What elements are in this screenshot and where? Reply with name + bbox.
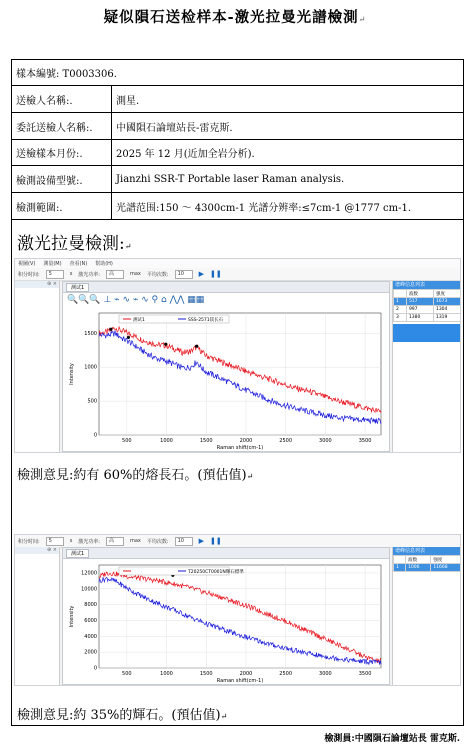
integration-label: 积分时间: (18, 538, 40, 545)
report-table (11, 59, 464, 726)
chart-toolbar-icons[interactable]: 🔍🔍🔍 ⊥ ⌁ ∿ ⌁ ∿ ⚲ ⌂ ⋀⋀ ▦▦ (67, 295, 205, 305)
left-pane (15, 281, 60, 453)
x-axis-label: Raman shift(cm-1) (216, 678, 264, 684)
x-tick-label: 1500 (199, 671, 213, 677)
peak-panel-1 (392, 281, 461, 453)
peak-header: 波数 (406, 290, 433, 298)
unit-select[interactable]: s (69, 538, 73, 544)
peak-header (394, 290, 407, 298)
avg-label: 平均次数: (146, 271, 169, 278)
x-tick-label: 500 (122, 438, 132, 444)
peak-cell: 517 (406, 298, 433, 306)
plot-area (99, 313, 381, 435)
sender-value: 測星. (116, 95, 140, 107)
opinion-1: 檢測意見:約有 60%的熔長石。(預估值)↵ (17, 468, 254, 483)
date-value: 2025 年 12 月(近加全岩分析). (116, 149, 255, 160)
laser-label: 激光功率: (78, 271, 100, 278)
legend-label: SSS-2571镁长石 (188, 318, 224, 323)
legend-label: 测试1 (133, 318, 145, 323)
device-row (12, 166, 463, 193)
peak-marker (195, 345, 198, 348)
client-value: 中國隕石論壇站長-雷克斯. (116, 122, 233, 134)
plot-area (99, 565, 381, 668)
avg-label: 平均次数: (146, 538, 169, 545)
x-tick-label: 3000 (319, 671, 332, 677)
x-tick-label: 1000 (160, 671, 173, 677)
range-value: 光譜范围:150 ～ 4300cm-1 光譜分辨率:≤7cm-1 @1777 cm-1. (116, 202, 412, 214)
unit-select[interactable]: s (69, 271, 73, 277)
y-tick-label: 2000 (84, 649, 97, 656)
spectrum-chart-2 (65, 559, 387, 684)
integration-input[interactable]: 5 (46, 270, 64, 279)
sender-label: 送檢人名稱:. (12, 86, 112, 112)
pin-icon[interactable]: ⊕ × (15, 547, 59, 554)
y-tick-label: 500 (87, 398, 97, 405)
left-pane-2 (15, 547, 60, 686)
tab-test1[interactable]: 测试1 (66, 283, 89, 292)
mode-select[interactable]: max (129, 538, 141, 544)
sender-row (12, 86, 463, 113)
play-icon[interactable]: ▶ (198, 270, 204, 278)
peak-cell: 1380 (406, 314, 433, 322)
laser-label: 激光功率: (78, 538, 100, 545)
peak-row[interactable] (394, 306, 461, 314)
x-tick-label: 500 (122, 671, 132, 677)
peak-row[interactable] (394, 314, 461, 322)
pin-icon[interactable]: ⊕ × (15, 281, 59, 288)
peak-panel-title: 谱峰信息列表 (393, 281, 461, 289)
peak-table (393, 555, 461, 572)
peak-row[interactable] (394, 298, 461, 306)
spectrum-view (62, 281, 390, 452)
sample-id: 樣本編號: T0003306. (16, 69, 117, 80)
y-tick-label: 1000 (84, 364, 97, 371)
x-tick-label: 3500 (358, 438, 372, 444)
legend-label: T20250CT0001N輝石標準 (188, 570, 244, 575)
mode-select[interactable]: max (129, 271, 141, 277)
y-axis-label: Intensity (69, 605, 75, 628)
x-tick-label: 2500 (279, 671, 293, 677)
peak-cell: 1 (394, 298, 407, 306)
device-value: Jianzhi SSR-T Portable laser Raman analysis. (116, 173, 345, 185)
x-tick-label: 2000 (239, 671, 253, 677)
peak-cell: 1006 (406, 564, 431, 572)
integration-input[interactable]: 5 (46, 537, 64, 546)
y-tick-label: 12000 (81, 570, 97, 577)
inspector-signature: 檢測員:中國隕石論壇站長 雷克斯. (324, 734, 460, 744)
y-tick-label: 0 (93, 432, 97, 439)
acquisition-toolbar (15, 268, 460, 281)
x-axis-label: Raman shift(cm-1) (216, 445, 264, 451)
avg-input[interactable]: 10 (175, 537, 193, 546)
peak-header: 强度 (433, 290, 460, 298)
peak-table (393, 289, 461, 322)
pause-icon[interactable]: ❚❚ (209, 537, 222, 545)
raman-section-heading: 激光拉曼檢測:↵ (17, 234, 132, 254)
x-tick-label: 2500 (279, 438, 293, 444)
x-tick-label: 2000 (239, 438, 253, 444)
peak-cell: 1319 (433, 314, 460, 322)
sample-id-row (12, 60, 463, 86)
peak-cell: 3 (394, 314, 407, 322)
peak-cell: 11668 (431, 564, 461, 572)
tab-test1[interactable]: 测试1 (66, 549, 89, 558)
range-label: 檢測範圍:. (12, 193, 112, 219)
selection-bar (393, 324, 461, 342)
peak-header: 强度 (431, 556, 461, 564)
laser-select[interactable]: 高 (106, 270, 124, 279)
client-row (12, 113, 463, 140)
x-tick-label: 1500 (199, 438, 213, 444)
software-screenshot-2 (14, 534, 461, 686)
software-screenshot-1 (14, 258, 461, 453)
y-tick-label: 4000 (84, 633, 97, 640)
y-tick-label: 8000 (84, 602, 97, 609)
peak-marker (109, 328, 112, 331)
laser-select[interactable]: 高 (106, 537, 124, 546)
peak-cell: 997 (406, 306, 433, 314)
y-tick-label: 1500 (84, 330, 97, 337)
play-icon[interactable]: ▶ (198, 537, 204, 545)
peak-panel-2 (392, 547, 461, 686)
peak-panel-title: 谱峰信息列表 (393, 547, 461, 555)
menu-view[interactable]: 視圖(V) (18, 261, 36, 267)
avg-input[interactable]: 10 (175, 270, 193, 279)
peak-cell: 1 (394, 564, 406, 572)
peak-row[interactable] (394, 564, 461, 572)
peak-marker (127, 336, 130, 339)
peak-cell: 2 (394, 306, 407, 314)
integration-label: 积分时间: (18, 271, 40, 278)
x-tick-label: 3500 (358, 671, 372, 677)
y-tick-label: 10000 (81, 586, 97, 593)
peak-header (394, 556, 406, 564)
y-tick-label: 6000 (84, 617, 97, 624)
x-tick-label: 3000 (319, 438, 332, 444)
menu-bar (15, 259, 460, 268)
x-tick-label: 1000 (160, 438, 173, 444)
peak-marker (164, 343, 167, 346)
y-axis-label: Intensity (69, 363, 75, 385)
peak-cell: 1673 (433, 298, 460, 306)
y-tick-label: 0 (93, 665, 97, 672)
device-label: 檢測設備型號:. (12, 166, 112, 192)
document-title: 疑似隕石送检样本-激光拉曼光譜檢測↵ (103, 9, 367, 26)
peak-header: 波数 (406, 556, 431, 564)
range-row (12, 193, 463, 220)
peak-cell: 1304 (433, 306, 460, 314)
menu-help[interactable]: 幫助(H) (95, 261, 113, 267)
menu-query[interactable]: 查看(N) (69, 261, 88, 267)
date-row (12, 140, 463, 166)
opinion-2: 檢測意見:約 35%的輝石。(預估值)↵ (17, 708, 228, 723)
spectrum-view-2 (62, 547, 390, 685)
pause-icon[interactable]: ❚❚ (209, 270, 222, 278)
client-label: 委託送檢人名稱:. (12, 113, 112, 139)
date-label: 送檢樣本月份:. (12, 140, 112, 165)
menu-measure[interactable]: 測量(M) (43, 261, 62, 267)
spectrum-chart-1 (65, 307, 387, 451)
